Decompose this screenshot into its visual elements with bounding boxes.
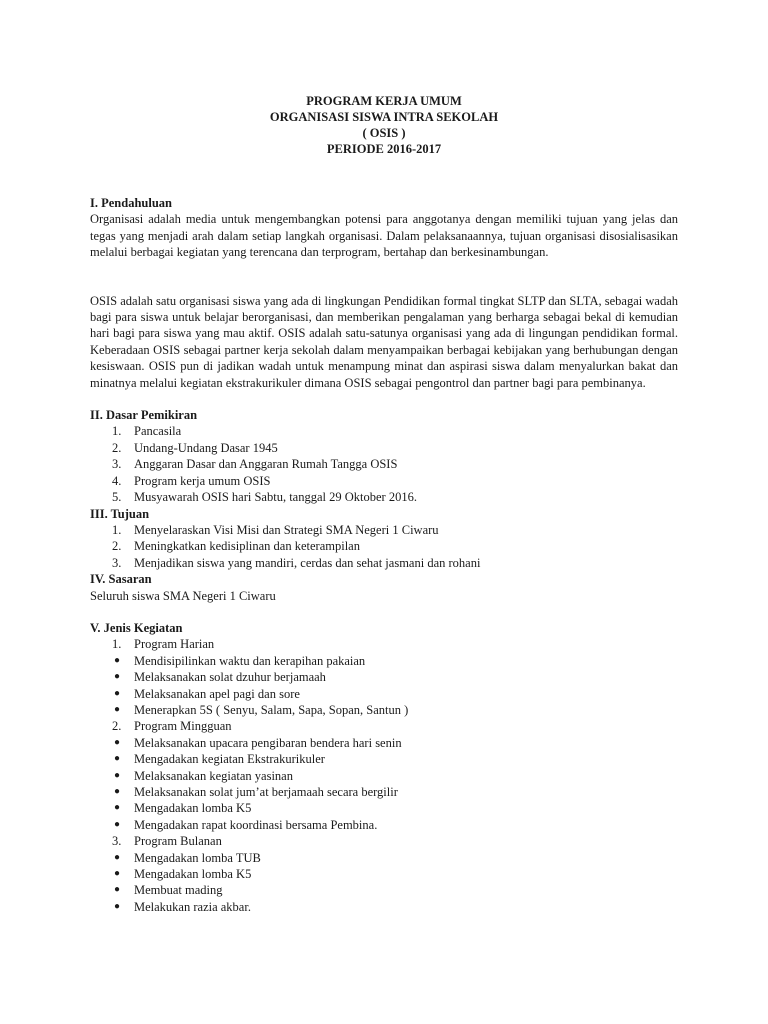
list-item-text: Program Bulanan — [134, 834, 222, 849]
section-heading-dasar-pemikiran: II. Dasar Pemikiran — [90, 408, 198, 423]
list-number: 3. — [112, 457, 122, 472]
list-item-text: Program Harian — [134, 637, 215, 652]
bullet-icon — [114, 768, 120, 784]
document-body — [90, 195, 678, 915]
numbered-list-item — [90, 538, 678, 554]
list-number: 1. — [112, 637, 122, 652]
bullet-icon — [114, 899, 120, 915]
list-item-text: Mengadakan lomba TUB — [134, 850, 261, 865]
bullet-icon — [114, 800, 120, 816]
numbered-list-item — [90, 555, 678, 571]
header-abbreviation: ( OSIS ) — [362, 126, 406, 140]
bullet-list-item — [90, 669, 678, 685]
list-number: 3. — [112, 555, 122, 570]
list-item-text: Melaksanakan kegiatan yasinan — [134, 768, 293, 783]
bullet-icon — [114, 850, 120, 866]
list-jenis-kegiatan — [90, 636, 678, 915]
list-item-text: Program Mingguan — [134, 719, 232, 734]
list-number: 3. — [112, 834, 122, 849]
list-item-text: Mengadakan lomba K5 — [134, 801, 252, 816]
bullet-list-item — [90, 686, 678, 702]
bullet-icon — [114, 784, 120, 800]
bullet-icon — [114, 817, 120, 833]
bullet-list-item — [90, 702, 678, 718]
list-item-text: Melaksanakan apel pagi dan sore — [134, 686, 300, 701]
header-organization: ORGANISASI SISWA INTRA SEKOLAH — [269, 110, 499, 124]
list-number: 2. — [112, 539, 122, 554]
numbered-list-item — [90, 489, 678, 505]
bullet-icon — [114, 751, 120, 767]
list-item-text: Mengadakan lomba K5 — [134, 867, 252, 882]
list-item-text: Melaksanakan solat dzuhur berjamaah — [134, 670, 326, 685]
list-number: 4. — [112, 473, 122, 488]
list-item-text: Menerapkan 5S ( Senyu, Salam, Sapa, Sopan, Santun ) — [134, 702, 409, 717]
list-item-text: Mendisipilinkan waktu dan kerapihan pakaian — [134, 653, 366, 668]
document-header — [0, 93, 768, 157]
section-heading-pendahuluan: I. Pendahuluan — [90, 196, 172, 210]
list-item-text: Musyawarah OSIS hari Sabtu, tanggal 29 Oktober 2016. — [134, 490, 417, 505]
bullet-icon — [114, 735, 120, 751]
section-heading-jenis-kegiatan: V. Jenis Kegiatan — [90, 620, 183, 635]
bullet-icon — [114, 866, 120, 882]
list-item-text: Meningkatkan kedisiplinan dan keterampilan — [134, 539, 360, 554]
numbered-list-item — [90, 718, 678, 734]
header-period: PERIODE 2016-2017 — [326, 142, 442, 156]
list-number: 1. — [112, 424, 122, 439]
list-item-text: Anggaran Dasar dan Anggaran Rumah Tangga OSIS — [134, 457, 398, 472]
bullet-list-item — [90, 653, 678, 669]
bullet-list-item — [90, 866, 678, 882]
list-item-text: Pancasila — [134, 424, 182, 439]
list-item-text: Mengadakan kegiatan Ekstrakurikuler — [134, 752, 325, 767]
list-number: 1. — [112, 522, 122, 537]
numbered-list-item — [90, 440, 678, 456]
list-tujuan — [90, 522, 678, 571]
list-item-text: Melaksanakan upacara pengibaran bendera hari senin — [134, 735, 402, 750]
bullet-list-item — [90, 784, 678, 800]
numbered-list-item — [90, 833, 678, 849]
bullet-list-item — [90, 768, 678, 784]
paragraph-intro-1: Organisasi adalah media untuk mengembangkan potensi para anggotanya dengan memiliki tujuan yang jelas dan tegas yang menjadi arah dalam setiap langkah organisasi. Dalam pelaksanaannya, tujuan organisasi disosialisasikan melalui berbagai kegiatan yang terencana dan terprogram, bertahap dan berkesinambungan. — [90, 212, 678, 260]
list-dasar-pemikiran — [90, 423, 678, 505]
list-item-text: Membuat mading — [134, 883, 223, 898]
bullet-icon — [114, 669, 120, 685]
sasaran-text: Seluruh siswa SMA Negeri 1 Ciwaru — [90, 588, 276, 603]
bullet-icon — [114, 653, 120, 669]
numbered-list-item — [90, 423, 678, 439]
list-number: 5. — [112, 490, 122, 505]
bullet-list-item — [90, 800, 678, 816]
section-heading-sasaran: IV. Sasaran — [90, 572, 152, 587]
bullet-list-item — [90, 735, 678, 751]
bullet-icon — [114, 882, 120, 898]
list-item-text: Melakukan razia akbar. — [134, 899, 251, 914]
list-item-text: Mengadakan rapat koordinasi bersama Pembina. — [134, 817, 378, 832]
list-number: 2. — [112, 440, 122, 455]
bullet-list-item — [90, 751, 678, 767]
bullet-list-item — [90, 850, 678, 866]
list-item-text: Menjadikan siswa yang mandiri, cerdas dan sehat jasmani dan rohani — [134, 555, 481, 570]
bullet-icon — [114, 686, 120, 702]
section-heading-tujuan: III. Tujuan — [90, 506, 150, 521]
list-item-text: Program kerja umum OSIS — [134, 473, 271, 488]
bullet-icon — [114, 702, 120, 718]
bullet-list-item — [90, 882, 678, 898]
list-item-text: Undang-Undang Dasar 1945 — [134, 440, 278, 455]
paragraph-intro-2: OSIS adalah satu organisasi siswa yang ada di lingkungan Pendidikan formal tingkat SLTP dan SLTA, sebagai wadah bagi para siswa untuk belajar berorganisasi, dan memberikan pengalaman yang berharga sebagai bekal di kemudian hari bagi para siswa yang mau aktif. OSIS adalah satu-satunya organisasi yang ada di lingungan pendidikan formal. Keberadaan OSIS sebagai partner kerja sekolah dalam menyampaikan berbagai kebijakan yang berhubungan dengan kesiswaan. OSIS pun di jadikan wadah untuk menampung minat dan aspirasi siswa dalam menyalurkan bakat dan minatnya melalui kegiatan ekstrakurikuler dimana OSIS sebagai pengontrol dan partner bagi para pembinanya. — [90, 293, 678, 390]
bullet-list-item — [90, 899, 678, 915]
numbered-list-item — [90, 473, 678, 489]
numbered-list-item — [90, 522, 678, 538]
numbered-list-item — [90, 636, 678, 652]
list-item-text: Menyelaraskan Visi Misi dan Strategi SMA Negeri 1 Ciwaru — [134, 522, 439, 537]
list-number: 2. — [112, 719, 122, 734]
list-item-text: Melaksanakan solat jum’at berjamaah secara bergilir — [134, 785, 398, 799]
header-title: PROGRAM KERJA UMUM — [306, 94, 462, 108]
bullet-list-item — [90, 817, 678, 833]
numbered-list-item — [90, 456, 678, 472]
